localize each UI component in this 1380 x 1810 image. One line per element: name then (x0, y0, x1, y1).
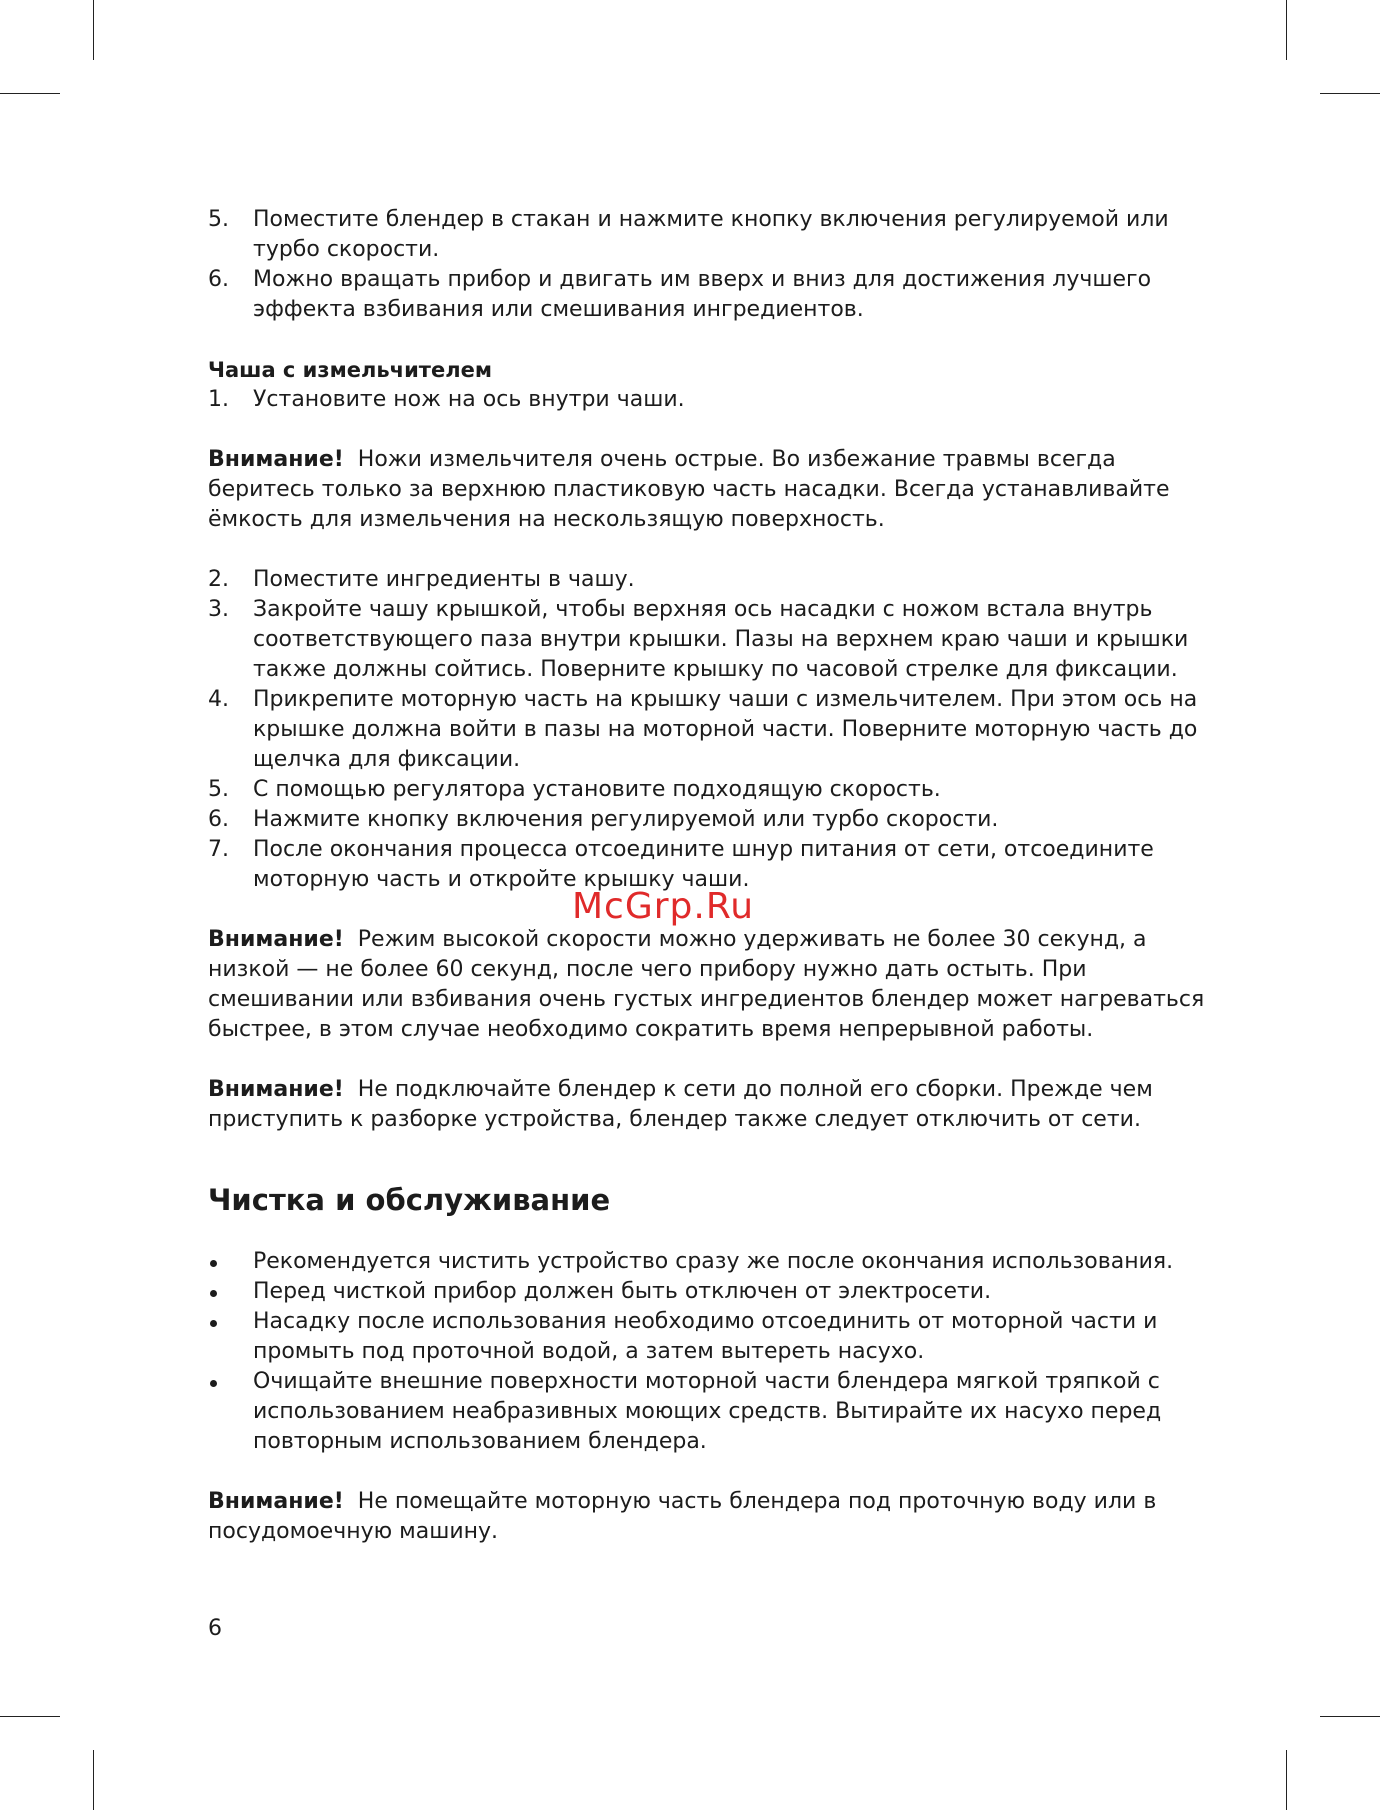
list-text: Очищайте внешние поверхности моторной части блендера мягкой тряпкой с использованием неабразивных моющих средств. Вытирайте их насухо перед повторным использованием блендера. (253, 1369, 1162, 1454)
list-text: Насадку после использования необходимо отсоединить от моторной части и промыть под проточной водой, а затем вытереть насухо. (253, 1309, 1158, 1364)
bullet-icon (210, 1290, 217, 1297)
crop-mark-bottom-left-v (93, 1750, 94, 1810)
list-item (208, 1307, 1208, 1367)
list-text: Прикрепите моторную часть на крышку чаши с измельчителем. При этом ось на крышке должна войти в пазы на моторной части. Поверните моторную часть до щелчка для фиксации. (253, 687, 1198, 772)
list-text: Перед чисткой прибор должен быть отключен от электросети. (253, 1279, 992, 1304)
crop-mark-top-right-v (1286, 0, 1287, 60)
list-number: 6. (208, 267, 229, 292)
warning-text: Не подключайте блендер к сети до полной его сборки. Прежде чем приступить к разборке устройства, блендер также следует отключить от сети. (208, 1077, 1153, 1132)
section-subtitle-bowl: Чаша с измельчителем (208, 358, 493, 382)
warning-speed-time (208, 925, 1208, 1045)
list-item (208, 775, 1208, 805)
crop-mark-top-right-h (1320, 93, 1380, 94)
crop-mark-bottom-left-h (0, 1716, 60, 1717)
list-item (208, 265, 1208, 325)
crop-mark-top-left-h (0, 93, 60, 94)
warning-knives (208, 445, 1208, 535)
bowl-step-1 (208, 385, 1208, 415)
list-item (208, 1367, 1208, 1457)
list-item (208, 685, 1208, 775)
section-title-cleaning: Чистка и обслуживание (208, 1183, 611, 1217)
list-number: 2. (208, 567, 229, 592)
list-text: С помощью регулятора установите подходящую скорость. (253, 777, 941, 802)
list-text: Нажмите кнопку включения регулируемой или турбо скорости. (253, 807, 999, 832)
list-item (208, 385, 1208, 415)
list-number: 6. (208, 807, 229, 832)
page-content (208, 205, 1208, 1547)
list-text: Можно вращать прибор и двигать им вверх и вниз для достижения лучшего эффекта взбивания или смешивания ингредиентов. (253, 267, 1152, 322)
watermark: McGrp.Ru (572, 886, 755, 927)
list-number: 4. (208, 687, 229, 712)
list-text: Закройте чашу крышкой, чтобы верхняя ось насадки с ножом встала внутрь соответствующего паза внутри крышки. Пазы на верхнем краю чаши и крышки также должны сойтись. Поверните крышку по часовой стрелке для фиксации. (253, 597, 1189, 682)
list-text: Поместите блендер в стакан и нажмите кнопку включения регулируемой или турбо скорости. (253, 207, 1169, 262)
warning-label: Внимание! (208, 927, 344, 952)
list-item (208, 565, 1208, 595)
crop-mark-bottom-right-v (1286, 1750, 1287, 1810)
warning-label: Внимание! (208, 1077, 344, 1102)
steps-list-continued (208, 205, 1208, 325)
list-number: 3. (208, 597, 229, 622)
page-number: 6 (208, 1616, 222, 1641)
warning-label: Внимание! (208, 447, 344, 472)
bowl-steps-list (208, 565, 1208, 895)
warning-label: Внимание! (208, 1489, 344, 1514)
list-item (208, 1247, 1208, 1277)
list-text: Поместите ингредиенты в чашу. (253, 567, 635, 592)
list-number: 5. (208, 207, 229, 232)
warning-text: Режим высокой скорости можно удерживать не более 30 секунд, а низкой — не более 60 секунд, после чего прибору нужно дать остыть. При смешивании или взбивания очень густых ингредиентов блендер может нагреваться быстрее, в этом случае необходимо сократить время непрерывной работы. (208, 927, 1205, 1042)
list-text: После окончания процесса отсоедините шнур питания от сети, отсоедините моторную часть и откройте крышку чаши. (253, 837, 1154, 892)
warning-assembly (208, 1075, 1208, 1135)
list-text: Установите нож на ось внутри чаши. (253, 387, 685, 412)
list-item (208, 805, 1208, 835)
list-item (208, 595, 1208, 685)
list-text: Рекомендуется чистить устройство сразу же после окончания использования. (253, 1249, 1174, 1274)
bullet-icon (210, 1380, 217, 1387)
crop-mark-top-left-v (93, 0, 94, 60)
list-number: 7. (208, 837, 229, 862)
list-number: 1. (208, 387, 229, 412)
bullet-icon (210, 1260, 217, 1267)
list-item (208, 1277, 1208, 1307)
warning-text: Ножи измельчителя очень острые. Во избежание травмы всегда беритесь только за верхнюю пластиковую часть насадки. Всегда устанавливайте ёмкость для измельчения на нескользящую поверхность. (208, 447, 1170, 532)
bullet-icon (210, 1320, 217, 1327)
cleaning-bullets (208, 1247, 1208, 1457)
warning-text: Не помещайте моторную часть блендера под проточную воду или в посудомоечную машину. (208, 1489, 1157, 1544)
crop-mark-bottom-right-h (1320, 1716, 1380, 1717)
list-item (208, 205, 1208, 265)
warning-water (208, 1487, 1208, 1547)
list-number: 5. (208, 777, 229, 802)
